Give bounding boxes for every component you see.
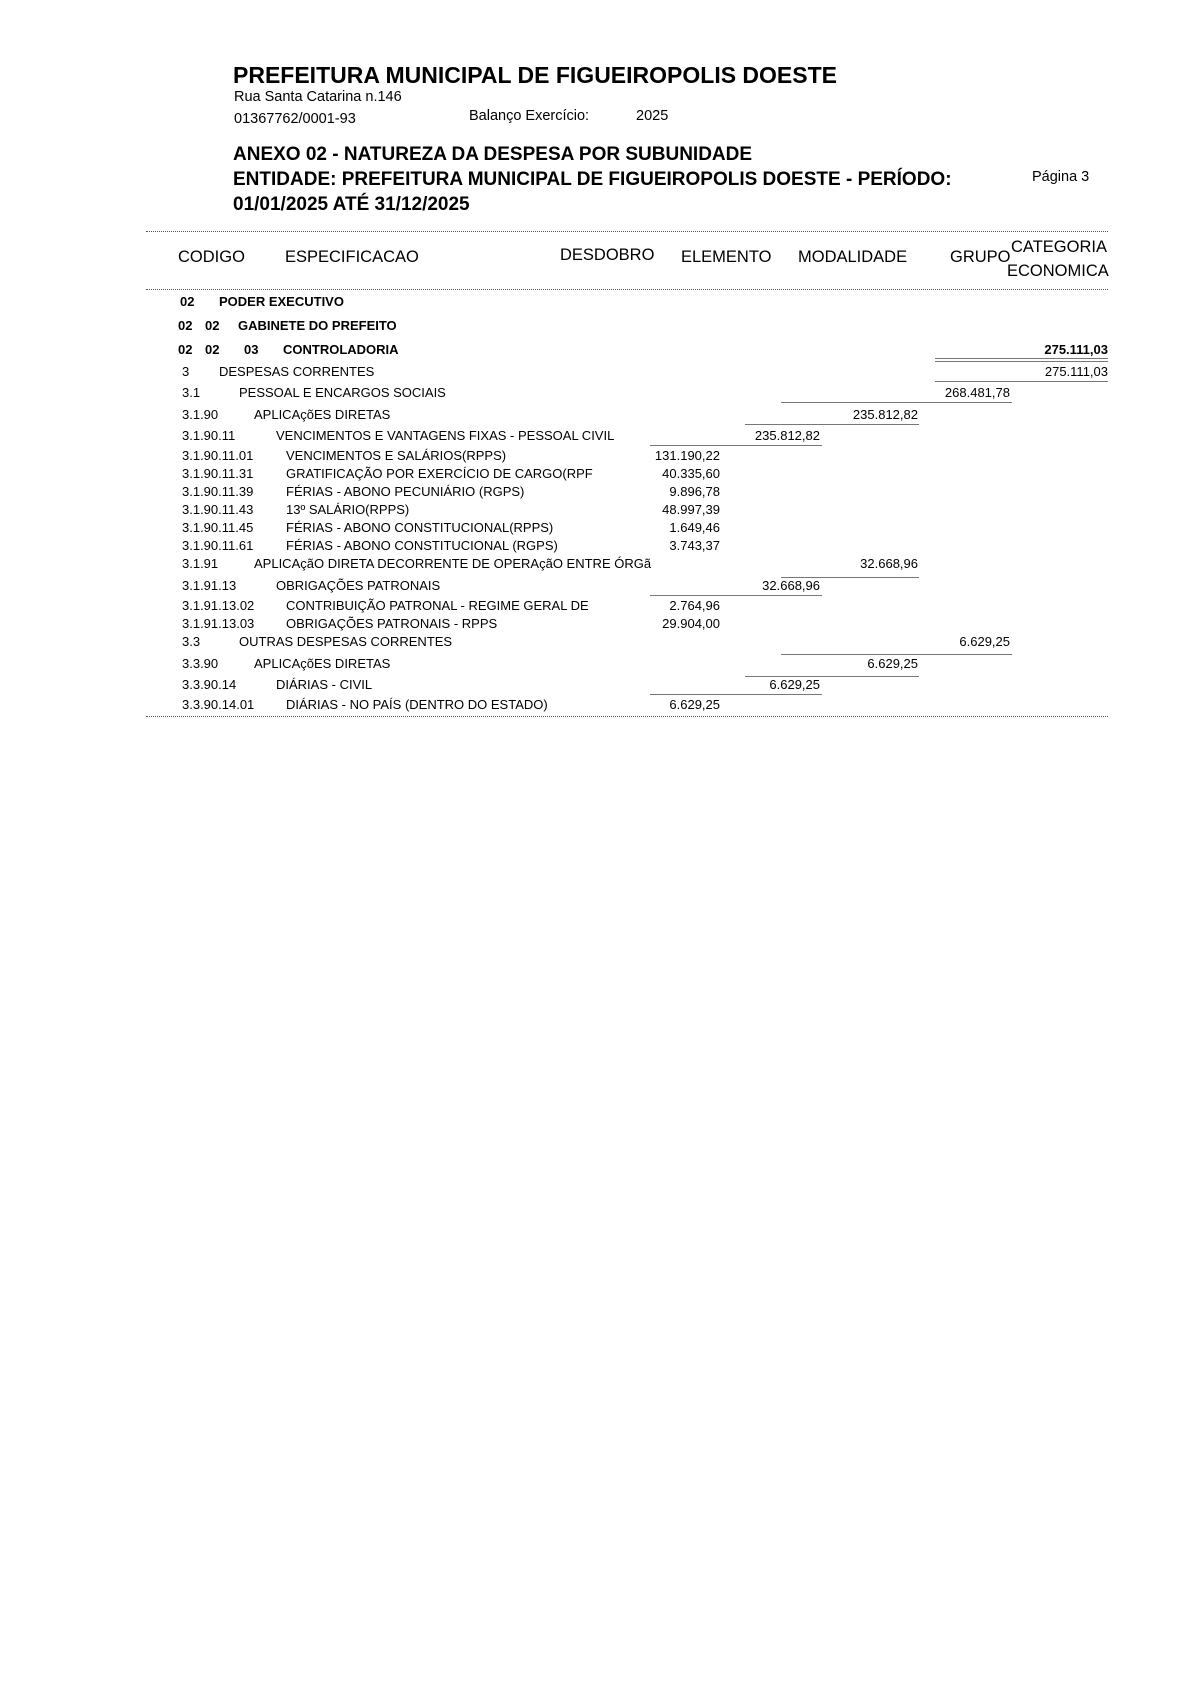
annex-title: ANEXO 02 - NATUREZA DA DESPESA POR SUBUNIDADE [233, 144, 753, 165]
categoria-rule [935, 381, 1108, 382]
row-desc: VENCIMENTOS E SALÁRIOS(RPPS) [286, 448, 507, 463]
row-code: 3.1 [182, 385, 201, 400]
balanco-label: Balanço Exercício: [469, 108, 590, 124]
row-code: 3.3.90.14.01 [182, 697, 255, 712]
elemento-rule [650, 595, 822, 596]
dept-code-1: 02 [178, 342, 193, 357]
col-desdobro: DESDOBRO [560, 246, 655, 264]
row-code: 3.1.90.11 [182, 428, 236, 443]
row-value-desdobro: 48.997,39 [662, 502, 720, 517]
row-code: 3.1.91.13.03 [182, 616, 255, 631]
row-code: 3.1.90.11.45 [182, 520, 254, 535]
row-value-grupo: 6.629,25 [959, 634, 1010, 649]
row-value-desdobro: 9.896,78 [669, 484, 720, 499]
row-desc: OBRIGAÇÕES PATRONAIS [276, 578, 441, 593]
row-value-elemento: 6.629,25 [769, 677, 820, 692]
row-value-grupo: 268.481,78 [944, 385, 1010, 400]
row-value-desdobro: 1.649,46 [669, 520, 720, 535]
col-elemento: ELEMENTO [681, 248, 772, 266]
row-code: 3.1.90.11.61 [182, 538, 254, 553]
row-value-desdobro: 6.629,25 [669, 697, 720, 712]
page-number: Página 3 [1032, 169, 1090, 185]
row-desc: VENCIMENTOS E VANTAGENS FIXAS - PESSOAL CIVIL [276, 428, 615, 443]
row-value-categoria: 275.111,03 [1044, 364, 1108, 379]
row-desc: GRATIFICAÇÃO POR EXERCÍCIO DE CARGO(RPF [286, 466, 593, 481]
row-desc: APLICAçãO DIRETA DECORRENTE DE OPERAçãO ENTRE ÓRGã [254, 556, 652, 571]
row-code: 3.1.90.11.43 [182, 502, 254, 517]
elemento-rule [650, 445, 822, 446]
header-bottom-rule [146, 289, 1108, 290]
col-codigo: CODIGO [178, 248, 245, 266]
col-economica: ECONOMICA [1007, 262, 1109, 280]
header-top-rule [146, 231, 1108, 232]
row-desc: CONTRIBUIÇÃO PATRONAL - REGIME GERAL DE [286, 598, 589, 613]
entity-line-2: 01/01/2025 ATÉ 31/12/2025 [233, 194, 470, 215]
col-modalidade: MODALIDADE [798, 248, 908, 266]
entity-line-1: ENTIDADE: PREFEITURA MUNICIPAL DE FIGUEIROPOLIS DOESTE - PERÍODO: [233, 169, 952, 190]
total-double-rule [935, 358, 1108, 362]
row-code: 3.1.90.11.01 [182, 448, 254, 463]
subunit-name: GABINETE DO PREFEITO [238, 318, 397, 333]
row-value-desdobro: 40.335,60 [662, 466, 720, 481]
cnpj: 01367762/0001-93 [234, 111, 356, 127]
row-desc: APLICAçõES DIRETAS [254, 407, 391, 422]
row-desc: PESSOAL E ENCARGOS SOCIAIS [239, 385, 446, 400]
row-code: 3.3 [182, 634, 201, 649]
dept-total: 275.111,03 [1044, 342, 1108, 357]
row-code: 3.1.91 [182, 556, 219, 571]
row-desc: FÉRIAS - ABONO CONSTITUCIONAL (RGPS) [286, 538, 558, 553]
row-desc: APLICAçõES DIRETAS [254, 656, 391, 671]
row-desc: DIÁRIAS - CIVIL [276, 677, 373, 692]
unit-name: PODER EXECUTIVO [219, 294, 344, 309]
row-desc: OUTRAS DESPESAS CORRENTES [239, 634, 453, 649]
row-value-elemento: 235.812,82 [754, 428, 820, 443]
row-code: 3.1.91.13 [182, 578, 237, 593]
address: Rua Santa Catarina n.146 [234, 89, 402, 105]
dept-name: CONTROLADORIA [283, 342, 399, 357]
row-code: 3 [182, 364, 190, 379]
row-value-desdobro: 3.743,37 [669, 538, 720, 553]
dept-code-3: 03 [244, 342, 259, 357]
row-code: 3.3.90.14 [182, 677, 237, 692]
table-bottom-rule [146, 716, 1108, 717]
col-especificacao: ESPECIFICACAO [285, 248, 419, 266]
row-code: 3.1.91.13.02 [182, 598, 255, 613]
row-code: 3.1.90.11.39 [182, 484, 254, 499]
row-value-modalidade: 235.812,82 [852, 407, 918, 422]
grupo-rule [781, 654, 1012, 655]
unit-code: 02 [180, 294, 195, 309]
row-desc: DESPESAS CORRENTES [219, 364, 375, 379]
row-desc: DIÁRIAS - NO PAÍS (DENTRO DO ESTADO) [286, 697, 548, 712]
row-value-desdobro: 131.190,22 [654, 448, 720, 463]
modalidade-rule [745, 424, 919, 425]
row-desc: 13º SALÁRIO(RPPS) [286, 502, 410, 517]
row-desc: FÉRIAS - ABONO CONSTITUCIONAL(RPPS) [286, 520, 554, 535]
balanco-year: 2025 [636, 108, 669, 124]
row-code: 3.3.90 [182, 656, 219, 671]
row-value-desdobro: 2.764,96 [669, 598, 720, 613]
row-value-modalidade: 6.629,25 [867, 656, 918, 671]
row-value-desdobro: 29.904,00 [662, 616, 720, 631]
elemento-rule [650, 694, 822, 695]
org-name: PREFEITURA MUNICIPAL DE FIGUEIROPOLIS DOESTE [233, 62, 838, 88]
grupo-rule [781, 402, 1012, 403]
subunit-code-2: 02 [205, 318, 220, 333]
row-code: 3.1.90.11.31 [182, 466, 254, 481]
col-categoria: CATEGORIA [1011, 238, 1107, 256]
row-value-modalidade: 32.668,96 [860, 556, 918, 571]
row-value-elemento: 32.668,96 [762, 578, 820, 593]
row-desc: FÉRIAS - ABONO PECUNIÁRIO (RGPS) [286, 484, 525, 499]
subunit-code-1: 02 [178, 318, 193, 333]
row-desc: OBRIGAÇÕES PATRONAIS - RPPS [286, 616, 498, 631]
dept-code-2: 02 [205, 342, 220, 357]
row-code: 3.1.90 [182, 407, 219, 422]
col-grupo: GRUPO [950, 248, 1011, 266]
